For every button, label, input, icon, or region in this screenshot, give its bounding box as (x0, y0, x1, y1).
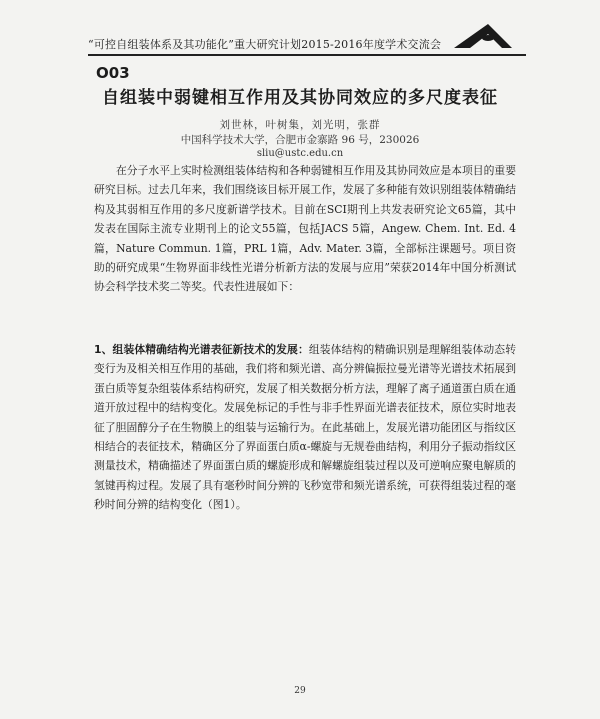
paper-title: 自组装中弱键相互作用及其协同效应的多尺度表征 (102, 88, 498, 108)
section-heading: 1、组装体精确结构光谱表征新技术的发展： (94, 343, 309, 356)
header-rule (88, 54, 526, 56)
running-header: “可控自组装体系及其功能化”重大研究计划2015-2016年度学术交流会 (88, 38, 442, 51)
paper-code: O03 (96, 64, 130, 82)
affiliation: 中国科学技术大学，合肥市金寨路 96 号，230026 (180, 134, 420, 146)
paragraph-section-1 (94, 340, 516, 515)
conference-logo-icon (448, 18, 518, 52)
paragraph-intro: 在分子水平上实时检测组装体结构和各种弱键相互作用及其协同效应是本项目的重要研究目标。过去几年来，我们围绕该目标开展工作，发展了多种能有效识别组装体精确结构及其弱相互作用的多尺度新谱学技术。目前在SCI期刊上共发表研究论文65篇，其中发表在国际主流专业期刊上的论文55篇，包括JACS 5篇，Angew. Chem. Int. Ed. 4篇，Nature Commun. 1篇，PRL 1篇，Adv. Mater. 3篇，全部标注课题号。项目资助的研究成果“生物界面非线性光谱分析新方法的发展与应用”荣获2014年中国分析测试协会科学技术奖二等奖。代表性进展如下： (94, 164, 516, 294)
section-1-text: 组装体结构的精确识别是理解组装体动态转变行为及相关相互作用的基础，我们将和频光谱、高分辨偏振拉曼光谱等光谱技术拓展到蛋白质等复杂组装体系结构研究，发展了相关数据分析方法，理解了离子通道蛋白质在通道开放过程中的结构变化。发展免标记的手性与非手性界面光谱表征技术，原位实时地表征了胆固醇分子在生物膜上的组装与运输行为。在此基础上，发展光谱功能团区与指纹区相结合的表征技术，精确区分了界面蛋白质α-螺旋与无规卷曲结构，利用分子振动指纹区测量技术，精确描述了界面蛋白质的螺旋形成和解螺旋组装过程以及可逆响应聚电解质的氢键再构过程。发展了具有毫秒时间分辨的飞秒宽带和频光谱系统，可获得组装过程的毫秒时间分辨的结构变化（图1）。 (94, 343, 517, 512)
page-number: 29 (294, 686, 306, 696)
author-email: sliu@ustc.edu.cn (256, 148, 344, 159)
authors: 刘世林，叶树集，刘光明，张群 (219, 119, 381, 131)
